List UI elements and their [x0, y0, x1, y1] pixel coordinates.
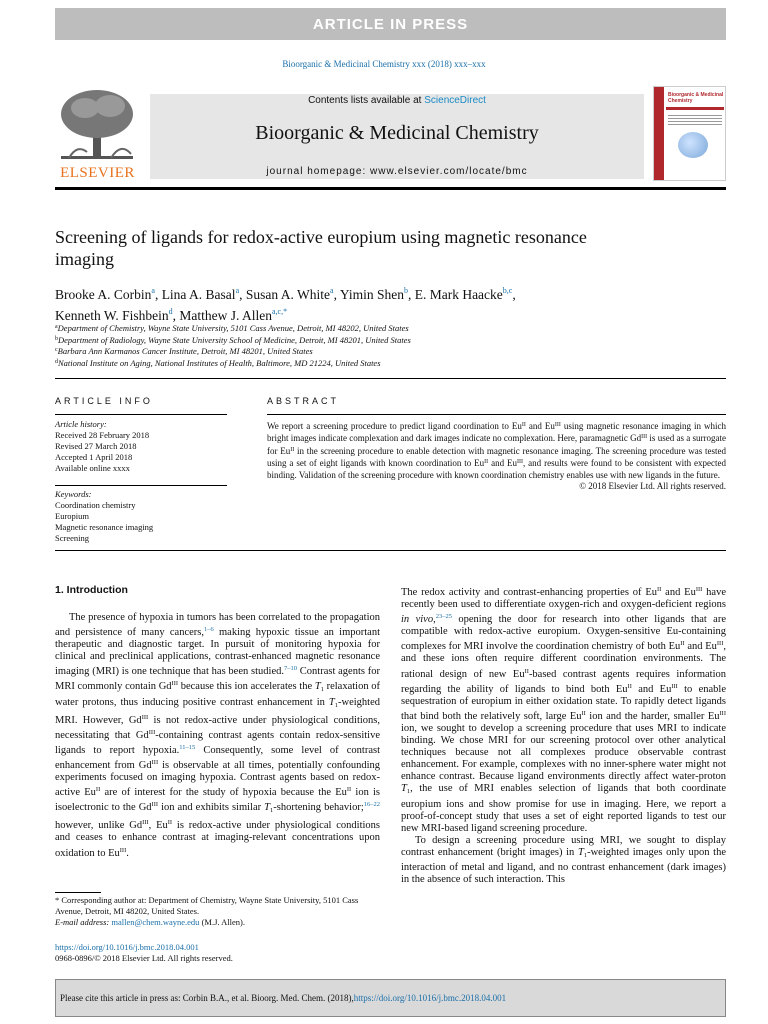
issn-copyright-line: 0968-0896/© 2018 Elsevier Ltd. All rights reserved. [55, 953, 233, 963]
author-affiliation-marker[interactable]: a [151, 286, 155, 295]
doi-block [55, 942, 380, 964]
author-name[interactable]: Yimin Shen [339, 287, 404, 302]
author-affiliation-marker[interactable]: d [168, 307, 173, 316]
author-list: Brooke A. Corbin$^a$, Lina A. Basal$^a$, Susan A. White$^a$, Yimin Shen$^b$, E. Mark Haacke$^{b,c}$, Kenneth W. Fishbein$^d$, Matthew J. Allen$^{a,c,*}$ [55, 286, 516, 323]
keyword-item: Coordination chemistry [55, 500, 136, 510]
author-name[interactable]: Matthew J. Allen [179, 308, 272, 323]
author-name[interactable]: Lina A. Basal [161, 287, 236, 302]
affiliation-item: $^c$Barbara Ann Karmanos Cancer Institute, Detroit, MI 48201, United States [55, 346, 313, 356]
intro-left-column: The presence of hypoxia in tumors has been correlated to the propagation and persistence of many cancers,$^{1-6}$ making hypoxic tissue an important therapeutic and diagnostic target. In pursuit of monitoring hypoxia for clinical and preclinical applications, contrast-enhanced magnetic resonance imaging (MRI) is one technique that has been studied.$^{7-10}$ Contrast agents for MRI commonly contain $Gd^{III}$ because this ion accelerates the $T_1$ relaxation of water protons, thus inducing positive contrast enhancement in $T_1$-weighted MRI. However, $Gd^{III}$ is not redox-active under physiological conditions, necessitating that $Gd^{III}$-containing contrast agents contain redox-sensitive ligands to report hypoxia.$^{11-15}$ Consequently, some level of contrast enhancement from $Gd^{III}$ is observable at all times, potentially confounding experiments focused on imaging hypoxia. Contrast agents based on redox-active $Eu^{II}$ are of interest for the study of hypoxia because the $Eu^{II}$ ion is isoelectronic to the $Gd^{III}$ ion and exhibits similar $T_1$-shortening behavior;$^{16-22}$ however, unlike $Gd^{III}$, $Eu^{II}$ is redox-active under physiological conditions and ceases to enhance contrast at imaging-relevant concentrations upon oxidation to $Eu^{III}$. [55, 612, 381, 859]
header-divider [55, 378, 726, 379]
email-line [55, 917, 380, 928]
article-history-label: Article history: [55, 419, 107, 429]
author-affiliation-marker[interactable]: a,c,* [272, 307, 288, 316]
citation-prefix: Please cite this article in press as: Corbin B.A., et al. Bioorg. Med. Chem. (2018), [60, 993, 354, 1003]
masthead-rule [55, 187, 726, 190]
email-suffix: (M.J. Allen). [201, 917, 246, 927]
keyword-item: Europium [55, 511, 89, 521]
article-title: Screening of ligands for redox-active europium using magnetic resonance imaging [55, 227, 587, 269]
history-item: Available online xxxx [55, 463, 130, 473]
author-affiliation-marker[interactable]: a [235, 286, 240, 295]
author-affiliation-marker[interactable]: b [403, 286, 408, 295]
author-affiliation-marker[interactable]: a [330, 286, 334, 295]
author-name[interactable]: Brooke A. Corbin [55, 287, 152, 302]
contents-prefix: Contents lists available at [308, 95, 425, 106]
article-info-rule [55, 414, 227, 415]
keyword-item: Magnetic resonance imaging [55, 522, 154, 532]
corresponding-author-text: * Corresponding author at: Department of Chemistry, Wayne State University, 5101 Cass Avenue, Detroit, MI 48202, United States. [55, 895, 359, 916]
history-item: Received 28 February 2018 [55, 430, 150, 440]
doi-link[interactable]: https://doi.org/10.1016/j.bmc.2018.04.001 [55, 942, 199, 952]
contents-lists-line [150, 95, 644, 106]
citation-box [55, 979, 726, 1017]
journal-masthead [55, 86, 726, 187]
affiliation-item: $^b$Department of Radiology, Wayne State University School of Medicine, Detroit, MI 48201, United States [55, 334, 411, 345]
article-history [55, 419, 227, 474]
affiliation-item: $^d$National Institute on Aging, National Institutes of Health, Baltimore, MD 21224, United States [55, 357, 381, 368]
intro-right-column: The redox activity and contrast-enhancing properties of $Eu^{II}$ and $Eu^{III}$ have recently been used to differentiate oxygen-rich and oxygen-deficient regions in vivo,$^{23-25}$ opening the door for research into other ligands that are compatible with redox-active europium. Oxygen-sensitive Eu-containing complexes for MRI involve the coordination chemistry of both $Eu^{II}$ and $Eu^{III}$, and these ions often require different coordination environments. The rational design of new $Eu^{II}$-based contrast agents requires information regarding the ability of ligands to bind both $Eu^{II}$ and $Eu^{III}$ to enable sequestration of europium in either oxidation state. To rapidly detect ligands that bind both the relatively soft, large $Eu^{II}$ ion and the harder, smaller $Eu^{III}$ ion, we sought to develop a screening procedure that uses MRI to indicate binding. We chose MRI for our screening protocol over other analytical techniques because not all complexes produce observable contrast enhancement. For example, complexes with no inner-sphere water might not enhance contrast. Because ligand environments directly affect water-proton $T_1$, the use of MRI enables selection of ligands that both coordinate europium ions and show promise for use in imaging. Here, we report a proof-of-concept study that uses a set of eight reported ligands to test our new MRI-based ligand screening procedure. To design a screening procedure using MRI, we sought to display contrast enhancement (bright images) in $T_1$-weighted images only upon the interaction of metal and ligand, and no contrast enhancement (dark images) in the absence of such interaction. This [401, 586, 727, 886]
journal-title: Bioorganic & Medicinal Chemistry [255, 122, 539, 144]
author-name[interactable]: Kenneth W. Fishbein [55, 308, 169, 323]
email-link[interactable]: mallen@chem.wayne.edu [111, 917, 200, 927]
history-item: Accepted 1 April 2018 [55, 452, 133, 462]
elsevier-wordmark: ELSEVIER [60, 165, 135, 181]
masthead-center-panel [150, 94, 644, 179]
article-in-press-banner: ARTICLE IN PRESS [55, 8, 726, 40]
author-affiliation-marker[interactable]: b,c [502, 286, 513, 295]
keyword-item: Screening [55, 533, 89, 543]
keywords-rule [55, 485, 227, 486]
abstract-heading: ABSTRACT [267, 396, 340, 406]
footnote-rule [55, 892, 101, 893]
author-name[interactable]: E. Mark Haacke [414, 287, 503, 302]
affiliation-list [55, 322, 715, 368]
article-info-heading: ARTICLE INFO [55, 396, 153, 406]
journal-cover-thumbnail [653, 86, 726, 181]
citation-doi-link[interactable]: https://doi.org/10.1016/j.bmc.2018.04.001 [353, 993, 507, 1003]
author-name[interactable]: Susan A. White [245, 287, 330, 302]
abstract-bottom-rule [55, 550, 726, 551]
abstract-copyright: © 2018 Elsevier Ltd. All rights reserved. [579, 481, 726, 492]
abstract-rule [267, 414, 726, 415]
cover-title: Bioorganic & Medicinal Chemistry [668, 92, 724, 104]
corresponding-author-footnote [55, 895, 380, 928]
keywords-block [55, 489, 227, 544]
abstract-text: We report a screening procedure to predict ligand coordination to $Eu^{II}$ and $Eu^{III}$ using magnetic resonance imaging in which bright images indicate complexation and dark images indicate no complexation. Here, paramagnetic $Gd^{III}$ is used as a surrogate for $Eu^{II}$ in the screening procedure to enable detection with magnetic resonance imaging. The screening procedure was tested using a set of eight ligands with known coordination to $Eu^{II}$ and $Eu^{III}$, and results were found to be consistent with expected binding. Validation of the screening procedure with known coordination chemistry enables use with new ligands in the future. © 2018 Elsevier Ltd. All rights reserved. [267, 421, 726, 492]
history-item: Revised 27 March 2018 [55, 441, 137, 451]
journal-reference-link[interactable]: Bioorganic & Medicinal Chemistry xxx (2018) xxx–xxx [282, 59, 486, 69]
affiliation-item: $^a$Department of Chemistry, Wayne State University, 5101 Cass Avenue, Detroit, MI 48202, United States [55, 323, 409, 333]
keywords-label: Keywords: [55, 489, 92, 499]
email-label: E-mail address: [55, 917, 110, 927]
section-heading-introduction: 1. Introduction [55, 584, 128, 596]
journal-homepage[interactable]: journal homepage: www.elsevier.com/locate/bmc [266, 166, 528, 177]
sciencedirect-link[interactable]: ScienceDirect [424, 95, 486, 106]
